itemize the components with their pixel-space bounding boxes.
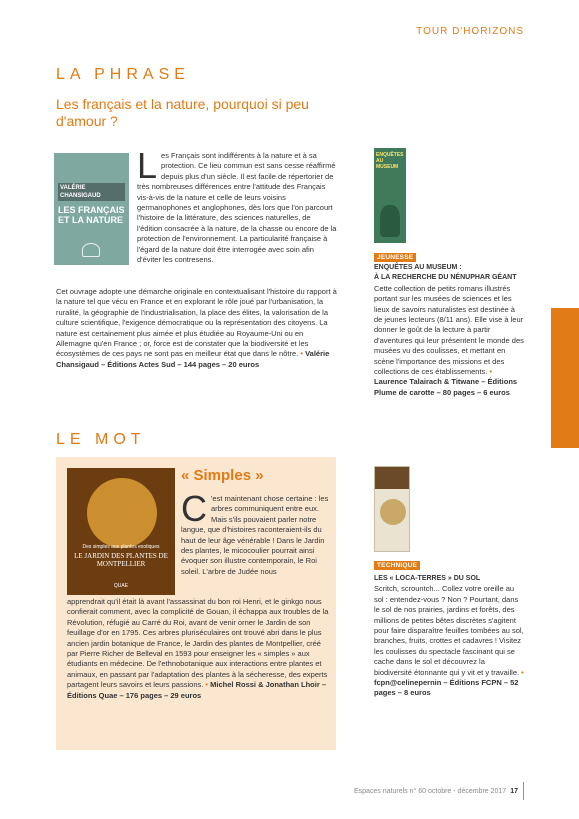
mot-paragraph-1: 'est maintenant chose certaine : les arbres communiquent entre eux. Mais s'ils pouvaient parler notre langue, que d'histoires raconteraient-ils du haut de leur âge vénérable ! Dans le Jardin des plantes, le micocoulier pourrait ainsi évoquer son illustre contemporain, le Roi soleil. L'arbre de Judée nous <box>181 494 329 576</box>
technique-block <box>374 574 524 699</box>
children-illustration <box>380 205 400 237</box>
page-number: 17 <box>510 788 518 795</box>
book-cover-francais-nature <box>54 153 129 265</box>
cover-publisher: QUAE <box>113 583 129 589</box>
tag-technique: TECHNIQUE <box>374 561 420 570</box>
cover-title: ENQUÊTES AU MUSEUM <box>376 152 404 170</box>
book-cover-jardin-plantes <box>67 468 175 595</box>
jeunesse-text: Cette collection de petits romans illustrés portant sur les musées de sciences et les lieux de savoirs naturalistes est destinée à de jeunes lecteurs (8/11 ans). Elle vise à leur donner le goût de la lecture à partir d'aventures qui leur présentent le monde des musées vu des coulisses, et mettant en scène l'importance des missions et des collections de ces établissements. <box>374 283 524 377</box>
cover-author: VALÉRIE CHANSIGAUD <box>58 183 125 201</box>
cover-band <box>375 467 410 489</box>
jeunesse-block <box>374 263 524 398</box>
technique-title: LES « LOCA-TERRES » DU SOL <box>374 575 481 582</box>
phrase-paragraph-2: Cet ouvrage adopte une démarche originale en contextualisant l'histoire du rapport à la nature tel que vécu en France et en explorant le rôle joué par l'urbanisation, la ruralité, la géographie de l'industrialisation, la place des élites, la valorisation de la culture scientifique, l'exigence démocratique ou la représentation des citoyens. La nature est certainement plus aimée et plus étudiée au Royaume-Uni ou en Allemagne qu'en France ; or, force est de constater que la biodiversité et les écosystèmes de ces pays ne sont pas en meilleur état que dans le nôtre. <box>56 287 337 359</box>
cover-subtitle: Des simples aux plantes exotiques <box>82 544 160 550</box>
technique-credit: fcpn@celinepernin – Éditions FCPN – 52 pages – 8 euros <box>374 678 519 698</box>
phrase-heading: LA PHRASE <box>56 66 190 83</box>
leaf-icon <box>82 243 100 257</box>
bullet-icon: • <box>489 367 493 377</box>
phrase-subtitle: Les français et la nature, pourquoi si peu d'amour ? <box>56 96 309 129</box>
jeunesse-credit: Laurence Talairach & Titwane – Éditions Plume de carotte – 80 pages – 6 euros <box>374 377 518 397</box>
mot-text-top <box>181 488 329 577</box>
jeunesse-title-2: À LA RECHERCHE DU NÉNUPHAR GÉANT <box>374 274 517 282</box>
bullet-icon: • <box>205 680 209 690</box>
book-cover-enquetes <box>374 148 406 243</box>
phrase-paragraph-1: es Français sont indifférents à la nature et à sa protection. Ce lieu commun est sans cesse réaffirmé depuis plus d'un siècle. Il est facile de répertorier de très nombreuses différences entre l'attitude des Français vis-à-vis de la nature et celle de leurs voisins germanophones et anglophones, dès lors que l'on parcourt l'histoire de la littérature, des sciences naturelles, de l'édition consacrée à la nature, de la chasse ou encore de la protection de l'environnement. La particularité française à l'égard de la nature doit être interrogée avec soin afin d'éviter les contresens. <box>137 151 337 265</box>
jeunesse-title-1: ENQUÊTES AU MUSEUM : <box>374 264 462 271</box>
autumn-tree-illustration <box>87 478 157 548</box>
phrase-text-top <box>137 145 337 265</box>
cover-title: LES FRANÇAIS ET LA NATURE <box>58 205 125 225</box>
soil-illustration <box>380 499 406 525</box>
dropcap: C <box>181 488 207 529</box>
phrase-credit: Valérie Chansigaud – Éditions Actes Sud – 144 pages – 20 euros <box>56 349 330 369</box>
footer-text: Espaces naturels n° 60 octobre - décembre 2017 <box>353 788 507 795</box>
mot-title: « Simples » <box>181 467 264 484</box>
technique-text: Scritch, scrountch... Collez votre oreille au sol : entendez-vous ? Non ? Pourtant, dans le sol de nos prairies, jardins et forêts, des millions de petites bêtes discrètes s'agitent pour faire disparaître feuilles tombées au sol, branches, fruits, crottes et cadavres ! Visitez les coulisses du spectacle fascinant qui se cache dans le sol et découvrez la biodiversité étonnante qui y vit et y travaille. <box>374 584 524 677</box>
mot-text-bottom <box>67 597 329 701</box>
mot-paragraph-2: apprendrait qu'il était là avant l'assassinat du bon roi Henri, et le ginkgo nous confierait comment, avec la complicité de Gouan, il échappa aux troubles de la Révolution, réfugié au Carré du Roi, avant de venir orner le Jardin de son feuillage d'or en 1795. Ces arbres pluriséculaires ont trouvé abri dans le plus ancien jardin botanique de France, le Jardin des plantes de Montpellier, créé par Pierre Richer de Belleval en 1593 pour enseigner les « simples » aux étudiants en médecine. De l'ethnobotanique aux interactions entre plantes et animaux, en passant par l'adaptation des plantes à la sécheresse, des experts partagent leurs savoirs et leurs passions. <box>67 597 329 690</box>
phrase-text-bottom <box>56 287 338 370</box>
tag-jeunesse: JEUNESSE <box>374 253 416 262</box>
side-tab <box>551 308 579 448</box>
cover-title: LE JARDIN DES PLANTES DE MONTPELLIER <box>74 552 168 568</box>
mot-credit: Michel Rossi & Jonathan Lhoir – Éditions Quae – 176 pages – 29 euros <box>67 680 327 700</box>
dropcap: L <box>137 145 158 186</box>
book-cover-loca-terres <box>374 466 410 552</box>
bullet-icon: • <box>300 349 303 359</box>
footer-rule <box>523 782 524 800</box>
section-tag: TOUR D'HORIZONS <box>416 26 524 37</box>
bullet-icon: • <box>521 667 524 677</box>
page-footer <box>300 788 518 795</box>
mot-heading: LE MOT <box>56 431 146 448</box>
